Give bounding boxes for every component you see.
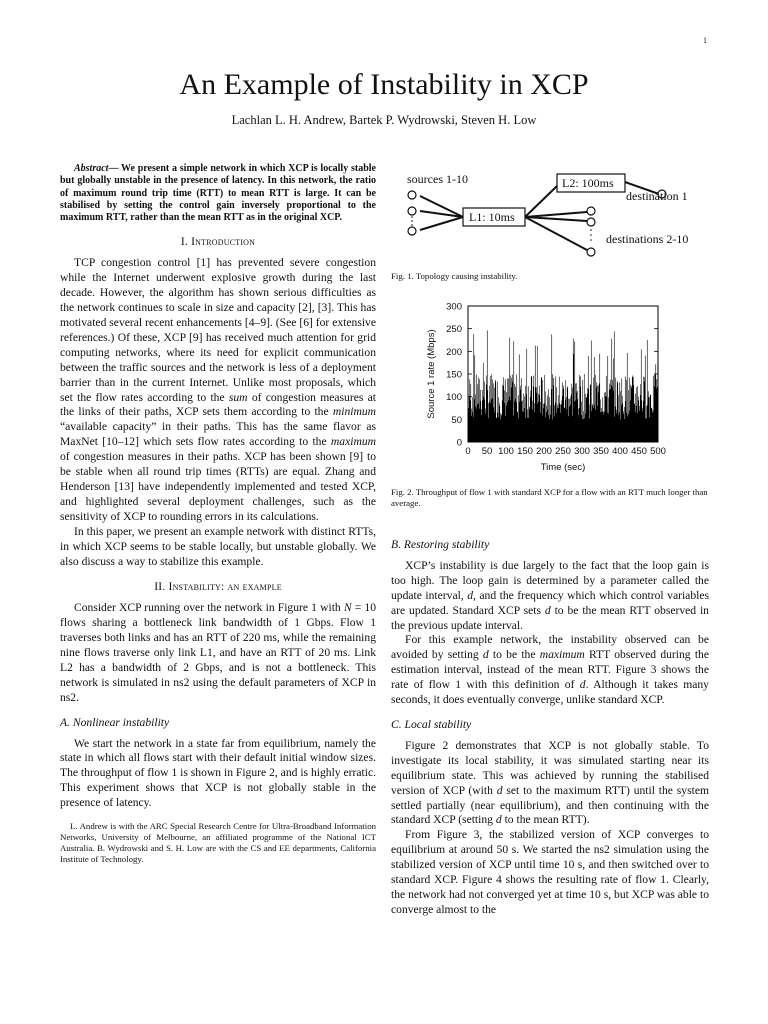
y-tick-label: 200 [446, 346, 462, 358]
x-tick-label: 200 [536, 446, 552, 457]
paper-title: An Example of Instability in XCP [179, 68, 589, 101]
ellipsis-dot [411, 216, 413, 218]
y-tick-label: 0 [456, 437, 462, 449]
emphasis: sum [228, 390, 248, 404]
figure-1-topology [395, 168, 705, 258]
y-tick-label: 150 [446, 369, 462, 381]
text-run: = 10 flows sharing a bottleneck link bandwidth of 1 Gbps. Flow 1 traverses both links and has an RTT of 220 ms, while the remaining nine flows traverse only link L1, and have an RTT of 20 ms. Link L2 has a bandwidth of 2 Gbps, and is not a bottleneck. This network is simulated in ns2 using the default parameters of XCP in ns2. [60, 601, 376, 704]
abstract-lead: Abstract [74, 163, 109, 174]
math-variable: d [467, 588, 474, 602]
text-run: to be the [488, 648, 540, 662]
x-tick-label: 150 [517, 446, 533, 457]
text-run: Figure 2 demonstrates that XCP is not globally stable. To investigate its local stability, it was simulated starting near its equilibrium state. This was achieved by running the stabilised version of XCP (with [391, 738, 709, 797]
text-run: Consider XCP running over the network in Figure 1 with [74, 601, 344, 615]
throughput-bars [468, 330, 658, 442]
y-tick-label: 50 [451, 414, 462, 426]
text-run: of congestion measures at the links of their paths, XCP sets them according to the [60, 390, 376, 419]
emphasis: maximum [539, 648, 585, 662]
text-run: to the mean RTT). [501, 813, 590, 827]
x-tick-label: 250 [555, 446, 571, 457]
x-tick-label: 350 [593, 446, 609, 457]
y-tick-label: 250 [446, 324, 462, 336]
restoring-paragraph-2 [391, 633, 709, 708]
instability-paragraph-1 [60, 601, 376, 705]
text-run: , and the frequency which which control variables are updated. Standard XCP sets [391, 588, 709, 617]
restoring-paragraph-1 [391, 559, 709, 634]
ellipsis-dot [590, 234, 592, 236]
subsection-local-heading: C. Local stability [391, 717, 472, 731]
destinations-label: destinations 2-10 [606, 232, 689, 246]
y-tick-label: 300 [446, 301, 462, 313]
destination-node [587, 248, 595, 256]
footnote: L. Andrew is with the ARC Special Research Centre for Ultra-Broadband Information Networks, University of Melbourne, an affiliated programme of the National ICT Australia. B. Wydrowski and S. H. Low are with the CS and EE departments, California Institute of Technology. [60, 821, 376, 864]
nonlinear-paragraph-1: We start the network in a state far from equilibrium, namely the state in which all flows start with their default initial window sizes. The throughput of flow 1 is shown in Figure 2, and is highly erratic. This experiment shows that XCP is not globally stable in the presence of latency. [60, 736, 376, 810]
x-tick-label: 50 [481, 446, 493, 457]
text-run: RTT observed during the estimation interval, instead of the mean RTT. Figure 3 shows the rate of flow 1 with this definition of [391, 648, 709, 692]
section-instability-heading [60, 580, 376, 595]
math-variable: N [343, 601, 352, 615]
ellipsis-dot [411, 224, 413, 226]
link-line [525, 217, 587, 221]
subsection-restoring-heading: B. Restoring stability [391, 538, 490, 551]
local-paragraph-1 [391, 739, 709, 828]
x-tick-label: 400 [612, 446, 628, 457]
destination1-label: destination 1 [626, 189, 688, 203]
local-paragraph-2: From Figure 3, the stabilized version of XCP converges to equilibrium at around 50 s. We started the ns2 simulation using the stabilized version of XCP until time 10 s, and then switched over to standard XCP. Figure 4 shows the resulting rate of flow 1. Clearly, the network had not converged yet at time 10 s, but XCP was able to converge almost to the [391, 828, 709, 916]
text-run: . Although it takes many seconds, it does eventually converge, unlike standard XCP. [391, 678, 709, 707]
emphasis: maximum [330, 435, 376, 449]
left-column [60, 163, 376, 865]
source-node [408, 227, 416, 235]
subsection-nonlinear-heading: A. Nonlinear instability [60, 715, 170, 729]
figure-1-caption: Fig. 1. Topology causing instability. [391, 271, 518, 281]
y-axis-label: Source 1 rate (Mbps) [426, 329, 437, 419]
x-tick-label: 0 [465, 446, 471, 457]
y-tick-label: 100 [446, 392, 462, 404]
link-line [525, 186, 557, 217]
text-run: “available capacity” in their paths. This has the same flavor as MaxNet [10–12] which sets flow rates according to the [60, 420, 376, 449]
math-variable: d [495, 813, 502, 827]
abstract-text: — We present a simple network in which XCP is locally stable but globally unstable in the presence of latency. In this network, the ratio of maximum round trip time (RTT) to mean RTT is large. It can be stabilised by setting the control gain inversely proportional to the maximum RTT, rather than the mean RTT as in the original XCP. [60, 163, 376, 224]
page-number: 1 [703, 36, 707, 45]
section-title: II. Instability: an example [154, 580, 282, 594]
text-run: For this example network, the instability observed can be avoided by setting [391, 633, 709, 662]
math-variable: d [544, 603, 551, 617]
destination-node [587, 218, 595, 226]
ellipsis-dot [411, 220, 413, 222]
figure-2-caption: Fig. 2. Throughput of flow 1 with standard XCP for a flow with an RTT much longer than average. [391, 487, 708, 508]
link-line [420, 217, 463, 230]
text-run: to be the mean RTT observed in the previous update interval. [391, 603, 709, 632]
l2-label: L2: 100ms [562, 176, 614, 190]
math-variable: d [496, 783, 503, 797]
text-run: TCP congestion control [1] has prevented severe congestion while the Internet underwent explosive growth during the last decade. However, the algorithm has shown serious difficulties as the network continues to scale in size and capacity [2], [3]. This has motivated several recent enhancements [4–9]. (See [6] for extensive references.) Of these, XCP [9] has received much attention for grid computing networks, where its need for explicit communication between the traffic sources and the network is less of a deployment barrier than in the current Internet. Unlike most proposals, which set the flow rates according to the [60, 256, 376, 404]
x-tick-label: 100 [498, 446, 514, 457]
text-run: XCP’s instability is due largely to the fact that the loop gain is too high. The loop gain is determined by a parameter called the update interval, [391, 558, 709, 602]
text-run: set to the maximum RTT) until the system settled partially (near equilibrium), and then continuing with the standard XCP (setting [391, 783, 709, 827]
section-introduction-heading [60, 235, 376, 250]
emphasis: minimum [332, 405, 376, 419]
link-line [525, 212, 587, 217]
figure-2-chart [420, 296, 670, 476]
intro-paragraph-1 [60, 256, 376, 524]
right-column [391, 538, 709, 918]
author-list: Lachlan L. H. Andrew, Bartek P. Wydrowski, Steven H. Low [231, 113, 537, 127]
abstract [60, 163, 376, 224]
x-tick-label: 450 [631, 446, 647, 457]
x-tick-label: 300 [574, 446, 590, 457]
section-title: I. Introduction [180, 235, 256, 249]
source-node [408, 191, 416, 199]
link-line [525, 217, 587, 250]
ellipsis-dot [590, 239, 592, 241]
x-axis-label: Time (sec) [540, 462, 586, 473]
intro-paragraph-2: In this paper, we present an example network with distinct RTTs, in which XCP seems to be stable locally, but unstable globally. We also discuss a way to stabilize this example. [60, 524, 376, 568]
ellipsis-dot [590, 229, 592, 231]
x-tick-label: 500 [650, 446, 666, 457]
sources-label: sources 1-10 [407, 172, 468, 186]
destination-node [587, 207, 595, 215]
math-variable: d [579, 678, 586, 692]
l1-label: L1: 10ms [469, 210, 515, 224]
math-variable: d [482, 648, 489, 662]
text-run: of congestion measures in their paths. XCP has been shown [9] to be stable when all round trip times (RTTs) are equal. Zhang and Henderson [13] have independently implemented and tested XCP, and highlighted several deployment challenges, such as the sensitivity of XCP to rounding errors in its calculations. [60, 450, 376, 523]
source-node [408, 207, 416, 215]
